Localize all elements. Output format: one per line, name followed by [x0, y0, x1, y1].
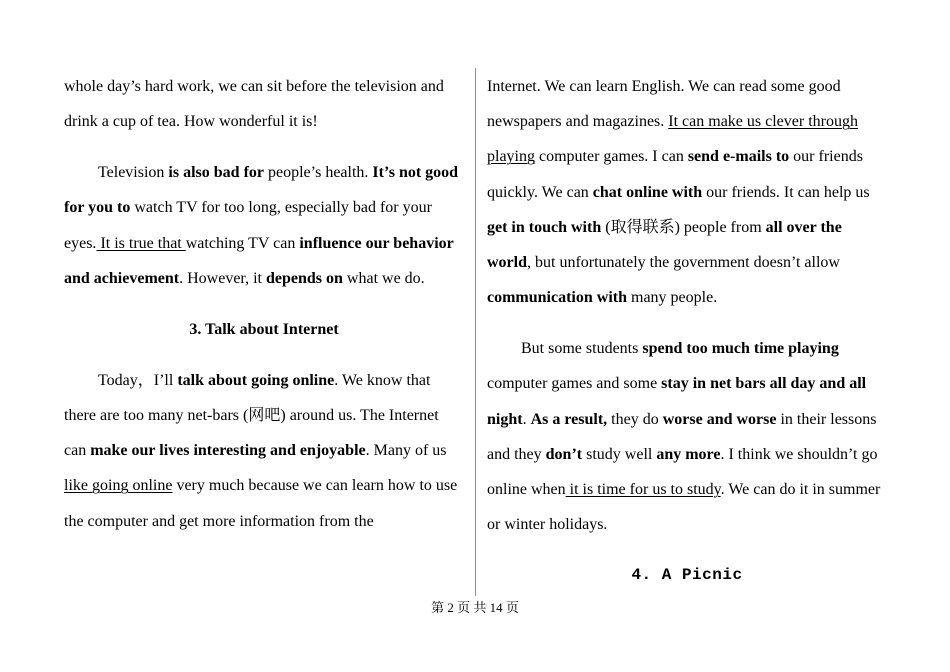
bold-phrase: send e-mails to	[687, 148, 790, 166]
left-column	[64, 69, 464, 539]
page-footer	[0, 598, 950, 618]
text: our friends. It can help us	[702, 183, 870, 201]
text: our friends quickly. We can	[487, 148, 863, 201]
column-divider	[475, 68, 476, 596]
text: watching TV can	[185, 234, 300, 252]
paragraph-tv-evening	[64, 69, 464, 139]
text: (取得联系) people from	[601, 218, 766, 236]
text: Internet. We can learn English. We can read some good newspapers and magazines.	[487, 78, 841, 131]
text: , but unfortunately the government doesn’t allow	[527, 254, 840, 272]
bold-phrase: talk about going online	[177, 371, 335, 389]
text: But some students	[521, 340, 643, 358]
text: Today，I’ll	[98, 371, 178, 389]
bold-phrase: worse and worse	[662, 410, 777, 428]
underlined-phrase: It is true that	[96, 234, 186, 252]
bold-phrase: It’s not good for you to	[64, 164, 459, 217]
bold-phrase: As a result,	[530, 410, 608, 428]
bold-phrase: all over the world	[487, 218, 842, 272]
bold-phrase: make our lives interesting and enjoyable	[90, 442, 366, 460]
text: . I think we shouldn’t go online when	[487, 445, 878, 499]
text: . We can do it in summer or winter holidays.	[487, 481, 881, 534]
bold-phrase: depends on	[266, 269, 343, 287]
underlined-phrase: like going online	[64, 477, 173, 495]
bold-phrase: don’t	[545, 445, 583, 463]
bold-phrase: get in touch with	[487, 218, 602, 236]
section-heading-picnic: 4. A Picnic	[631, 566, 743, 585]
underlined-phrase: It can make us clever through playing	[487, 113, 858, 166]
text: computer games. I can	[535, 148, 688, 166]
text: very much because we can learn how to use the computer and get more information from the	[64, 477, 458, 530]
bold-phrase: influence our behavior and achievement	[64, 234, 454, 287]
text: people’s health.	[264, 164, 373, 182]
bold-phrase: communication with	[487, 289, 627, 307]
paragraph-internet-benefits	[487, 69, 887, 315]
text: Television	[98, 164, 169, 182]
text: they do	[607, 410, 663, 428]
text: many people.	[627, 289, 718, 307]
text: . However, it	[179, 269, 266, 287]
underlined-phrase: it is time for us to study	[565, 481, 721, 499]
text: what we do.	[342, 269, 425, 287]
paragraph-internet-problems	[487, 331, 887, 542]
right-column	[487, 69, 887, 593]
bold-phrase: is also bad for	[168, 164, 264, 182]
bold-phrase: chat online with	[592, 183, 703, 201]
text: study well	[582, 445, 657, 463]
text: in their lessons and they	[487, 410, 877, 463]
bold-phrase: any more	[656, 445, 721, 463]
text: computer games and some	[487, 375, 662, 393]
text: whole day’s hard work, we can sit before the television and drink a cup of tea. How wonderful it is!	[64, 78, 444, 131]
text: watch TV for too long, especially bad for your eyes.	[64, 199, 432, 252]
paragraph-tv-health	[64, 155, 464, 296]
text: . Many of us	[365, 442, 447, 460]
text: . We know that there are too many net-bars (网吧) around us. The Internet can	[64, 371, 439, 460]
paragraph-internet-intro	[64, 363, 464, 539]
bold-phrase: stay in net bars all day and all night	[487, 375, 867, 428]
bold-phrase: spend too much time playing	[642, 340, 839, 358]
section-heading-internet: 3. Talk about Internet	[189, 320, 339, 338]
page-number-label: 第 2 页 共 14 页	[431, 600, 519, 615]
text: .	[522, 410, 531, 428]
